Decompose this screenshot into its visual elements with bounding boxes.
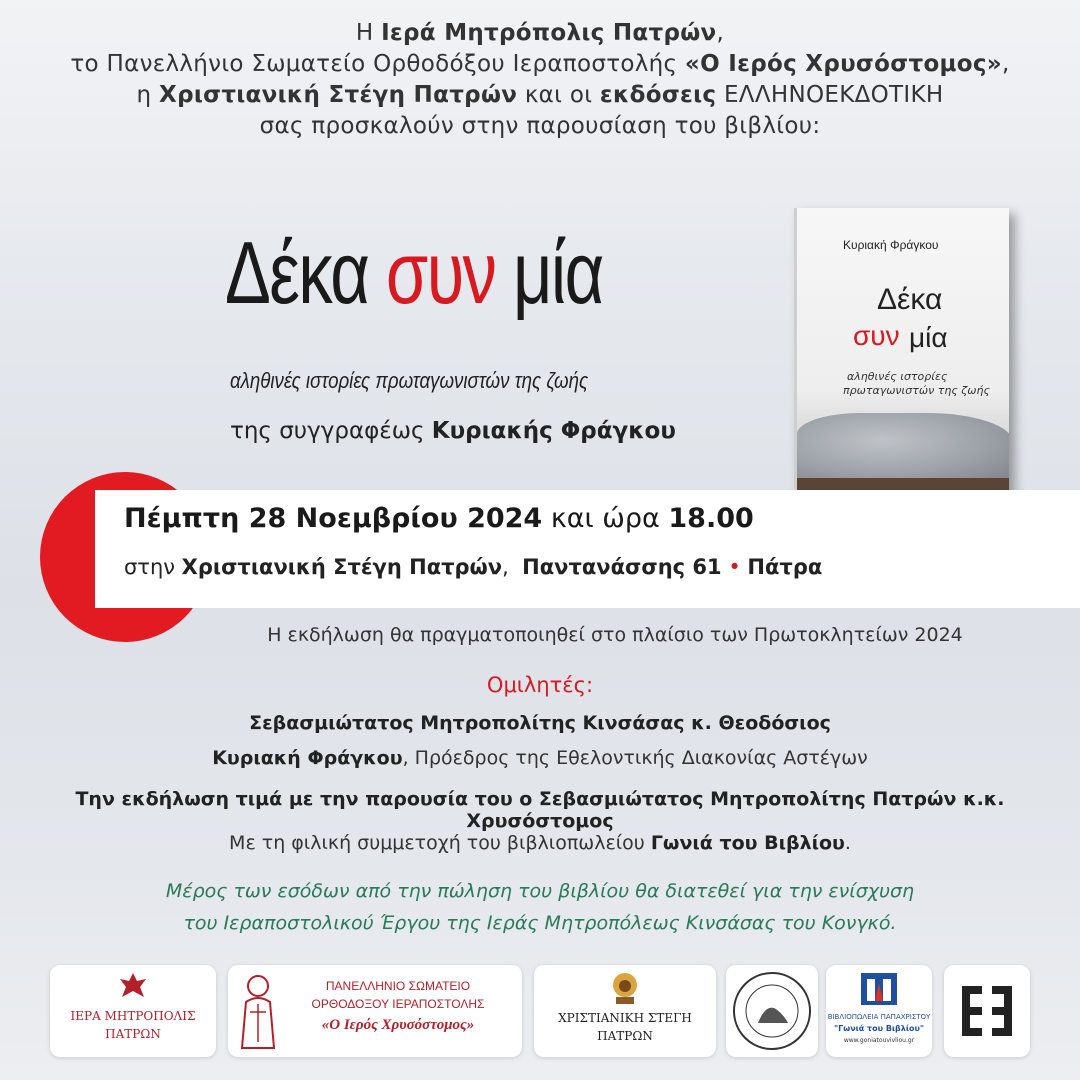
bookshop-url: www.goniatouvivliou.gr [843,1037,915,1044]
cover-title-1: Δέκα [877,283,943,316]
eagle-icon [118,971,148,1003]
intro-line-3: η Χριστιανική Στέγη Πατρών και οι εκδόσεις ΕΛΛΗΝΟΕΚΔΟΤΙΚΗ [136,82,944,108]
book-subtitle: αληθινές ιστορίες πρωταγωνιστών της ζωής [230,368,589,393]
book-title: Δέκα συν μία [225,223,603,322]
diakonia-seal-icon [730,969,814,1053]
friendly-participation: Με τη φιλική συμμετοχή του βιβλιοπωλείου Γωνιά του Βιβλίου. [229,832,851,854]
event-place: στην Χριστιανική Στέγη Πατρών, Παντανάσσης 61 • Πάτρα [124,555,823,579]
cover-subtitle-2: πρωταγωνιστών της ζωής [843,384,990,397]
christian-home-label-1: ΧΡΙΣΤΙΑΝΙΚΗ ΣΤΕΓΗ [558,1011,692,1025]
cover-title-2: συν [853,320,900,351]
book-author: της συγγραφέως Κυριακής Φράγκου [230,418,676,444]
association-label-3: «Ο Ιερός Χρυσόστομος» [321,1017,475,1033]
event-framework: Η εκδήλωση θα πραγματοποιηθεί στο πλαίσιο των Πρωτοκλητείων 2024 [267,624,963,646]
icon-christ-icon [610,971,640,1005]
logo-bookshop [826,965,932,1057]
metropolis-label-2: ΠΑΤΡΩΝ [105,1027,161,1041]
intro-line-2: το Πανελλήνιο Σωματείο Ορθοδόξου Ιεραποστολής «Ο Ιερός Χρυσόστομος», [70,51,1010,77]
proceeds-note [0,875,1080,939]
cover-author: Κυριακή Φράγκου [843,238,939,252]
cover-subtitle-1: αληθινές ιστορίες [847,370,948,383]
metropolis-label-1: ΙΕΡΑ ΜΗΤΡΟΠΟΛΙΣ [70,1009,196,1023]
association-label-2: ΟΡΘΟΔΟΞΟΥ ΙΕΡΑΠΟΣΤΟΛΗΣ [311,997,485,1011]
intro-line-4: σας προσκαλούν στην παρουσίαση του βιβλίου: [259,113,821,139]
association-label-1: ΠΑΝΕΛΛΗΝΙΟ ΣΩΜΑΤΕΙΟ [325,979,471,993]
saint-icon [236,972,280,1050]
cover-title-3: μία [909,322,948,353]
bookshop-label-2: "Γωνιά του Βιβλίου" [833,1024,925,1033]
bookshop-label-1: ΒΙΒΛΙΟΠΩΛΕΙΑ ΠΑΠΑΧΡΙΣΤΟΥ [827,1013,931,1021]
logo-metropolis [50,965,216,1057]
logo-christian-home [534,965,716,1057]
speaker-2: Κυριακή Φράγκου, Πρόεδρος της Εθελοντικής Διακονίας Αστέγων [212,747,868,769]
honor-line: Την εκδήλωση τιμά με την παρουσία του ο Σεβασμιώτατος Μητροπολίτης Πατρών κ.κ. Χρυσόστομος [75,788,1005,832]
speaker-1: Σεβασμιώτατος Μητροπολίτης Κινσάσας κ. Θεοδόσιος [249,712,831,734]
publisher-icon [962,986,1012,1036]
logo-diakonia [726,965,818,1057]
event-date: Πέμπτη 28 Νοεμβρίου 2024 και ώρα 18.00 [124,503,754,534]
bookshop-icon [859,969,899,1009]
logo-association [228,965,522,1057]
intro-text [0,18,1080,142]
intro-line-1: Η Ιερά Μητρόπολις Πατρών, [355,20,725,46]
cover-photo [797,413,1009,483]
logo-publisher [944,965,1030,1057]
book-cover [794,208,1009,538]
proceeds-line-1: Μέρος των εσόδων από την πώληση του βιβλίου θα διατεθεί για την ενίσχυση [165,880,915,902]
proceeds-line-2: του Ιεραποστολικού Έργου της Ιεράς Μητροπόλεως Κινσάσας του Κονγκό. [183,912,897,934]
christian-home-label-2: ΠΑΤΡΩΝ [597,1029,653,1043]
speakers-heading: Ομιλητές: [486,673,594,697]
